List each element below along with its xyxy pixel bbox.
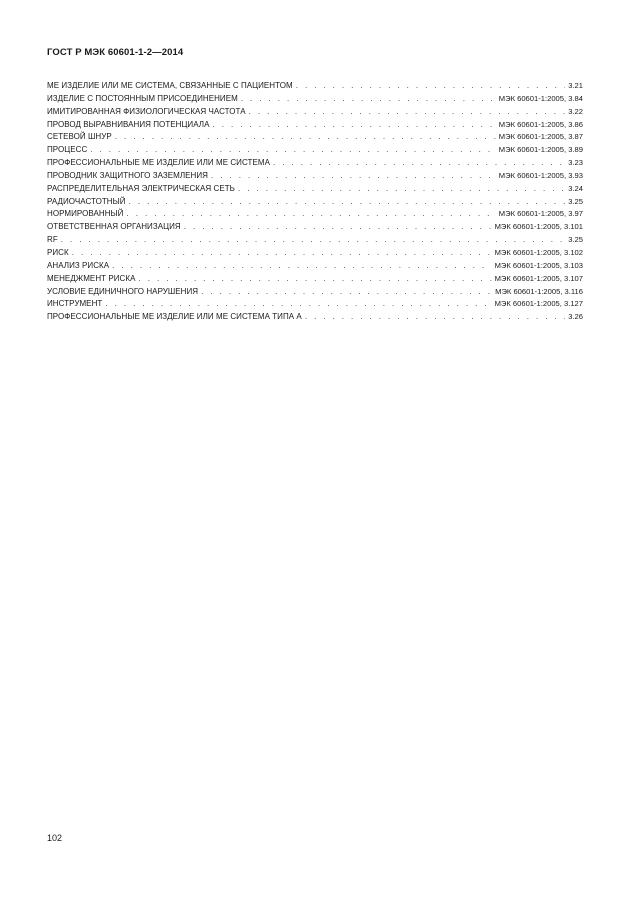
- index-term: МЕ ИЗДЕЛИЕ ИЛИ МЕ СИСТЕМА, СВЯЗАННЫЕ С ПАЦИЕНТОМ: [47, 81, 293, 90]
- index-term: РАДИОЧАСТОТНЫЙ: [47, 196, 126, 206]
- index-term: РАСПРЕДЕЛИТЕЛЬНАЯ ЭЛЕКТРИЧЕСКАЯ СЕТЬ: [47, 183, 235, 193]
- index-entry: [47, 298, 583, 311]
- index-entry: [47, 260, 583, 273]
- dot-leader: [201, 286, 492, 299]
- index-entry: [47, 234, 583, 247]
- dot-leader: [90, 144, 496, 157]
- index-term: ИНСТРУМЕНТ: [47, 299, 103, 309]
- term-index-list: [47, 80, 583, 324]
- dot-leader: [249, 106, 566, 119]
- index-entry: [47, 311, 583, 324]
- index-entry: [47, 221, 583, 234]
- index-entry: [47, 208, 583, 221]
- index-entry: [47, 170, 583, 183]
- index-term: ОТВЕТСТВЕННАЯ ОРГАНИЗАЦИЯ: [47, 222, 181, 232]
- index-term: СЕТЕВОЙ ШНУР: [47, 132, 112, 142]
- index-term: ПРОЦЕСС: [47, 145, 88, 155]
- dot-leader: [72, 247, 492, 260]
- index-entry: [47, 106, 583, 119]
- index-reference: 3.23: [568, 158, 583, 168]
- index-reference: МЭК 60601-1:2005, 3.87: [498, 132, 583, 142]
- index-reference: МЭК 60601-1:2005, 3.86: [498, 119, 583, 129]
- dot-leader: [238, 183, 565, 196]
- index-entry: [47, 247, 583, 260]
- index-reference: 3.26: [568, 312, 583, 322]
- dot-leader: [211, 170, 496, 183]
- index-entry: [47, 144, 583, 157]
- index-entry: [47, 119, 583, 132]
- index-reference: 3.21: [568, 81, 583, 90]
- index-reference: МЭК 60601-1:2005, 3.89: [498, 145, 583, 155]
- index-reference: МЭК 60601-1:2005, 3.127: [494, 299, 583, 309]
- dot-leader: [184, 221, 492, 234]
- index-reference: МЭК 60601-1:2005, 3.102: [494, 247, 583, 257]
- index-entry: [47, 80, 583, 93]
- index-reference: МЭК 60601-1:2005, 3.116: [495, 286, 583, 296]
- index-reference: МЭК 60601-1:2005, 3.107: [494, 273, 583, 283]
- dot-leader: [241, 93, 496, 106]
- index-term: ИЗДЕЛИЕ С ПОСТОЯННЫМ ПРИСОЕДИНЕНИЕМ: [47, 93, 238, 103]
- index-term: ПРОВОД ВЫРАВНИВАНИЯ ПОТЕНЦИАЛА: [47, 119, 210, 129]
- index-term: АНАЛИЗ РИСКА: [47, 260, 110, 270]
- index-term: УСЛОВИЕ ЕДИНИЧНОГО НАРУШЕНИЯ: [47, 286, 199, 296]
- dot-leader: [129, 196, 566, 209]
- dot-leader: [112, 260, 491, 273]
- index-entry: [47, 183, 583, 196]
- index-reference: МЭК 60601-1:2005, 3.84: [498, 93, 583, 103]
- index-term: МЕНЕДЖМЕНТ РИСКА: [47, 273, 136, 283]
- dot-leader: [138, 273, 491, 286]
- index-entry: [47, 273, 583, 286]
- dot-leader: [61, 234, 565, 247]
- dot-leader: [212, 119, 495, 132]
- dot-leader: [127, 208, 496, 221]
- index-term: ПРОВОДНИК ЗАЩИТНОГО ЗАЗЕМЛЕНИЯ: [47, 170, 209, 180]
- index-entry: [47, 93, 583, 106]
- dot-leader: [305, 311, 565, 324]
- index-entry: [47, 196, 583, 209]
- document-header: ГОСТ Р МЭК 60601-1-2—2014: [47, 47, 184, 58]
- index-entry: [47, 131, 583, 144]
- index-term: ПРОФЕССИОНАЛЬНЫЕ МЕ ИЗДЕЛИЕ ИЛИ МЕ СИСТЕМА: [47, 158, 270, 168]
- index-reference: МЭК 60601-1:2005, 3.93: [498, 170, 583, 180]
- index-entry: [47, 157, 583, 170]
- dot-leader: [273, 157, 565, 170]
- index-reference: МЭК 60601-1:2005, 3.97: [498, 209, 583, 219]
- index-reference: МЭК 60601-1:2005, 3.103: [494, 260, 583, 270]
- index-reference: 3.22: [568, 106, 583, 116]
- dot-leader: [296, 80, 566, 93]
- index-reference: МЭК 60601-1:2005, 3.101: [494, 222, 583, 232]
- index-term: РИСК: [47, 247, 69, 257]
- index-reference: 3.24: [568, 183, 583, 193]
- index-term: RF: [47, 235, 58, 245]
- index-term: ПРОФЕССИОНАЛЬНЫЕ МЕ ИЗДЕЛИЕ ИЛИ МЕ СИСТЕМА ТИПА А: [47, 312, 302, 322]
- dot-leader: [115, 131, 496, 144]
- index-reference: 3.25: [568, 235, 583, 245]
- index-term: ИМИТИРОВАННАЯ ФИЗИОЛОГИЧЕСКАЯ ЧАСТОТА: [47, 106, 246, 116]
- dot-leader: [105, 298, 491, 311]
- page-number: 102: [47, 833, 63, 843]
- index-reference: 3.25: [568, 196, 583, 206]
- index-term: НОРМИРОВАННЫЙ: [47, 209, 124, 219]
- index-entry: [47, 286, 583, 299]
